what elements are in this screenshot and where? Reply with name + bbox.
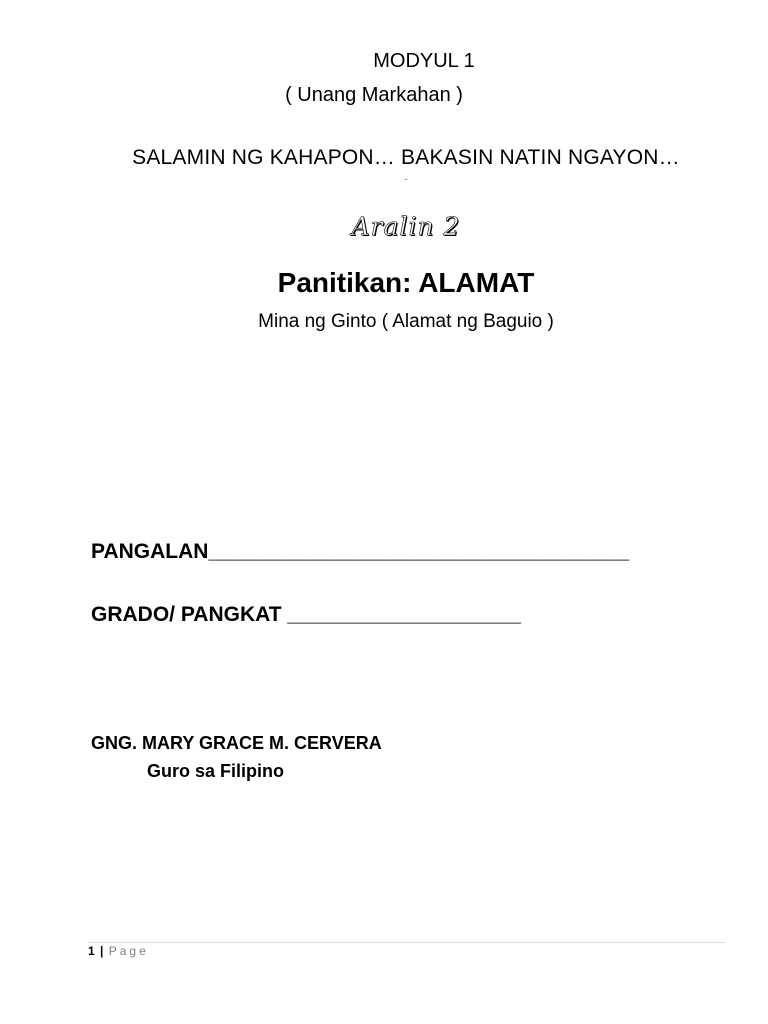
page-number: 1 bbox=[88, 944, 95, 958]
dot-mark: . bbox=[404, 172, 408, 183]
teacher-title: Guro sa Filipino bbox=[147, 761, 285, 781]
quarter-label: ( Unang Markahan ) bbox=[285, 84, 463, 106]
theme-heading: SALAMIN NG KAHAPON… BAKASIN NATIN NGAYON… bbox=[132, 146, 680, 169]
page-separator: | bbox=[100, 944, 104, 958]
story-title: Mina ng Ginto ( Alamat ng Baguio ) bbox=[258, 311, 554, 332]
module-title: MODYUL 1 bbox=[373, 50, 475, 72]
grade-section-field[interactable]: GRADO/ PANGKAT ____________________ bbox=[91, 603, 521, 626]
footer-divider bbox=[88, 942, 725, 943]
teacher-name: GNG. MARY GRACE M. CERVERA bbox=[91, 733, 382, 753]
page-footer bbox=[88, 944, 149, 958]
name-field[interactable]: PANGALAN____________________________________ bbox=[91, 540, 629, 563]
page-word: Page bbox=[108, 944, 149, 958]
lesson-label-text: Aralin 2 bbox=[351, 212, 461, 241]
lesson-label bbox=[22, 212, 768, 241]
literature-heading: Panitikan: ALAMAT bbox=[277, 267, 535, 298]
